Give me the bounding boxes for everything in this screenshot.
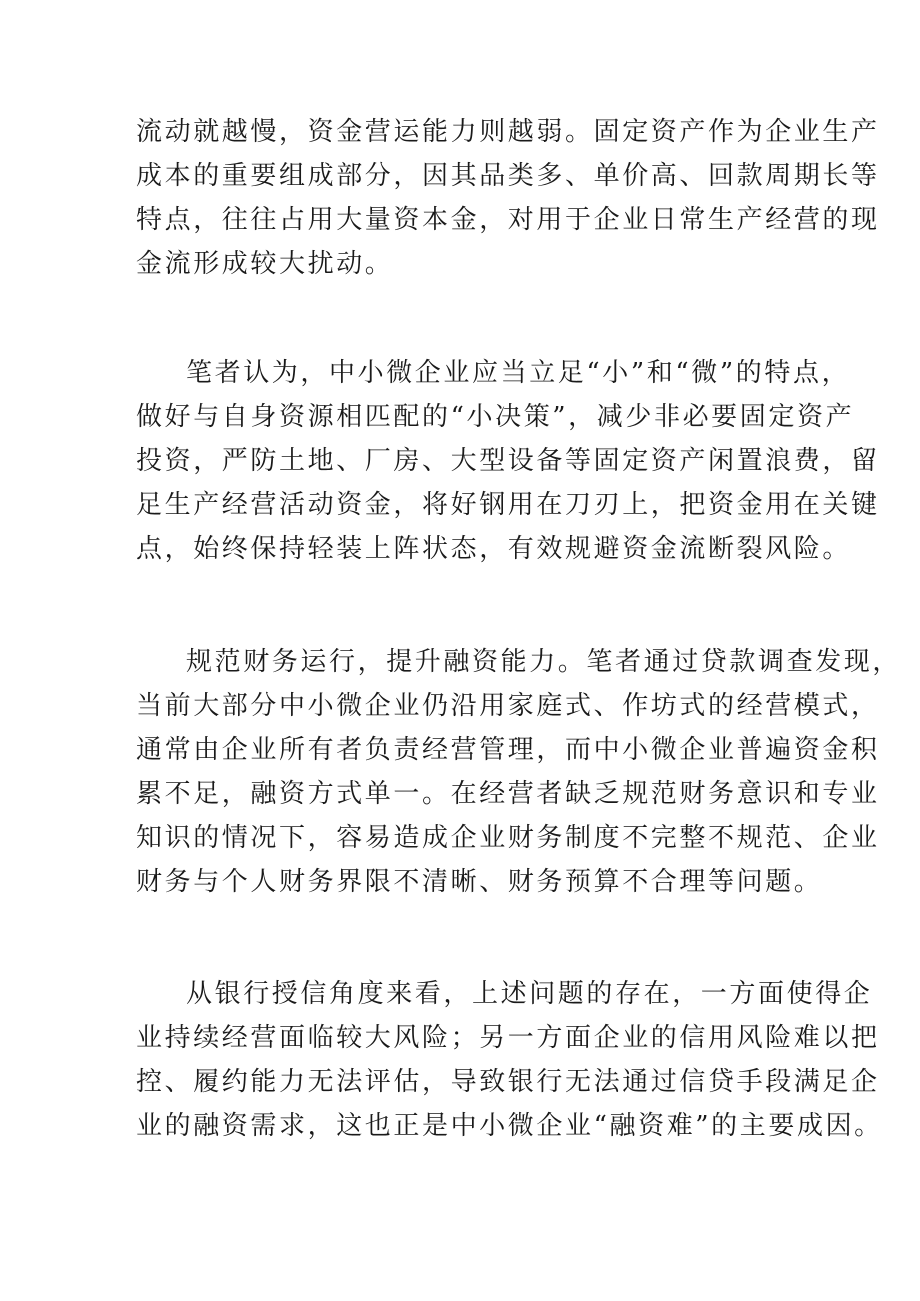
text-line: 流动就越慢，资金营运能力则越弱。固定资产作为企业生产 [136,117,880,147]
paragraph-2 [136,351,880,571]
text-line: 特点，往往占用大量资本金，对用于企业日常生产经营的现 [136,205,880,235]
text-line: 从银行授信角度来看，上述问题的存在，一方面使得企 [186,979,873,1009]
text-line: 业持续经营面临较大风险；另一方面企业的信用风险难以把 [136,1023,880,1053]
text-line: 当前大部分中小微企业仍沿用家庭式、作坊式的经营模式， [136,691,880,721]
text-line: 笔者认为，中小微企业应当立足“小”和“微”的特点， [186,358,851,388]
text-line: 足生产经营活动资金，将好钢用在刀刃上，把资金用在关键 [136,490,880,520]
text-line: 投资，严防土地、厂房、大型设备等固定资产闲置浪费，留 [136,446,880,476]
text-line: 知识的情况下，容易造成企业财务制度不完整不规范、企业 [136,823,880,853]
text-line: 财务与个人财务界限不清晰、财务预算不合理等问题。 [136,867,823,897]
text-line: 点，始终保持轻装上阵状态，有效规避资金流断裂风险。 [136,534,852,564]
paragraph-1 [136,110,880,286]
paragraph-4 [136,972,883,1148]
text-line: 金流形成较大扰动。 [136,249,394,279]
text-line: 控、履约能力无法评估，导致银行无法通过信贷手段满足企 [136,1067,880,1097]
text-line: 做好与自身资源相匹配的“小决策”，减少非必要固定资产 [136,402,855,432]
text-line: 规范财务运行，提升融资能力。笔者通过贷款调查发现， [186,647,902,677]
text-line: 通常由企业所有者负责经营管理，而中小微企业普遍资金积 [136,735,880,765]
text-line: 累不足，融资方式单一。在经营者缺乏规范财务意识和专业 [136,779,880,809]
text-line: 成本的重要组成部分，因其品类多、单价高、回款周期长等 [136,161,880,191]
text-line: 业的融资需求，这也正是中小微企业“融资难”的主要成因。 [136,1111,883,1141]
paragraph-3 [136,640,902,904]
